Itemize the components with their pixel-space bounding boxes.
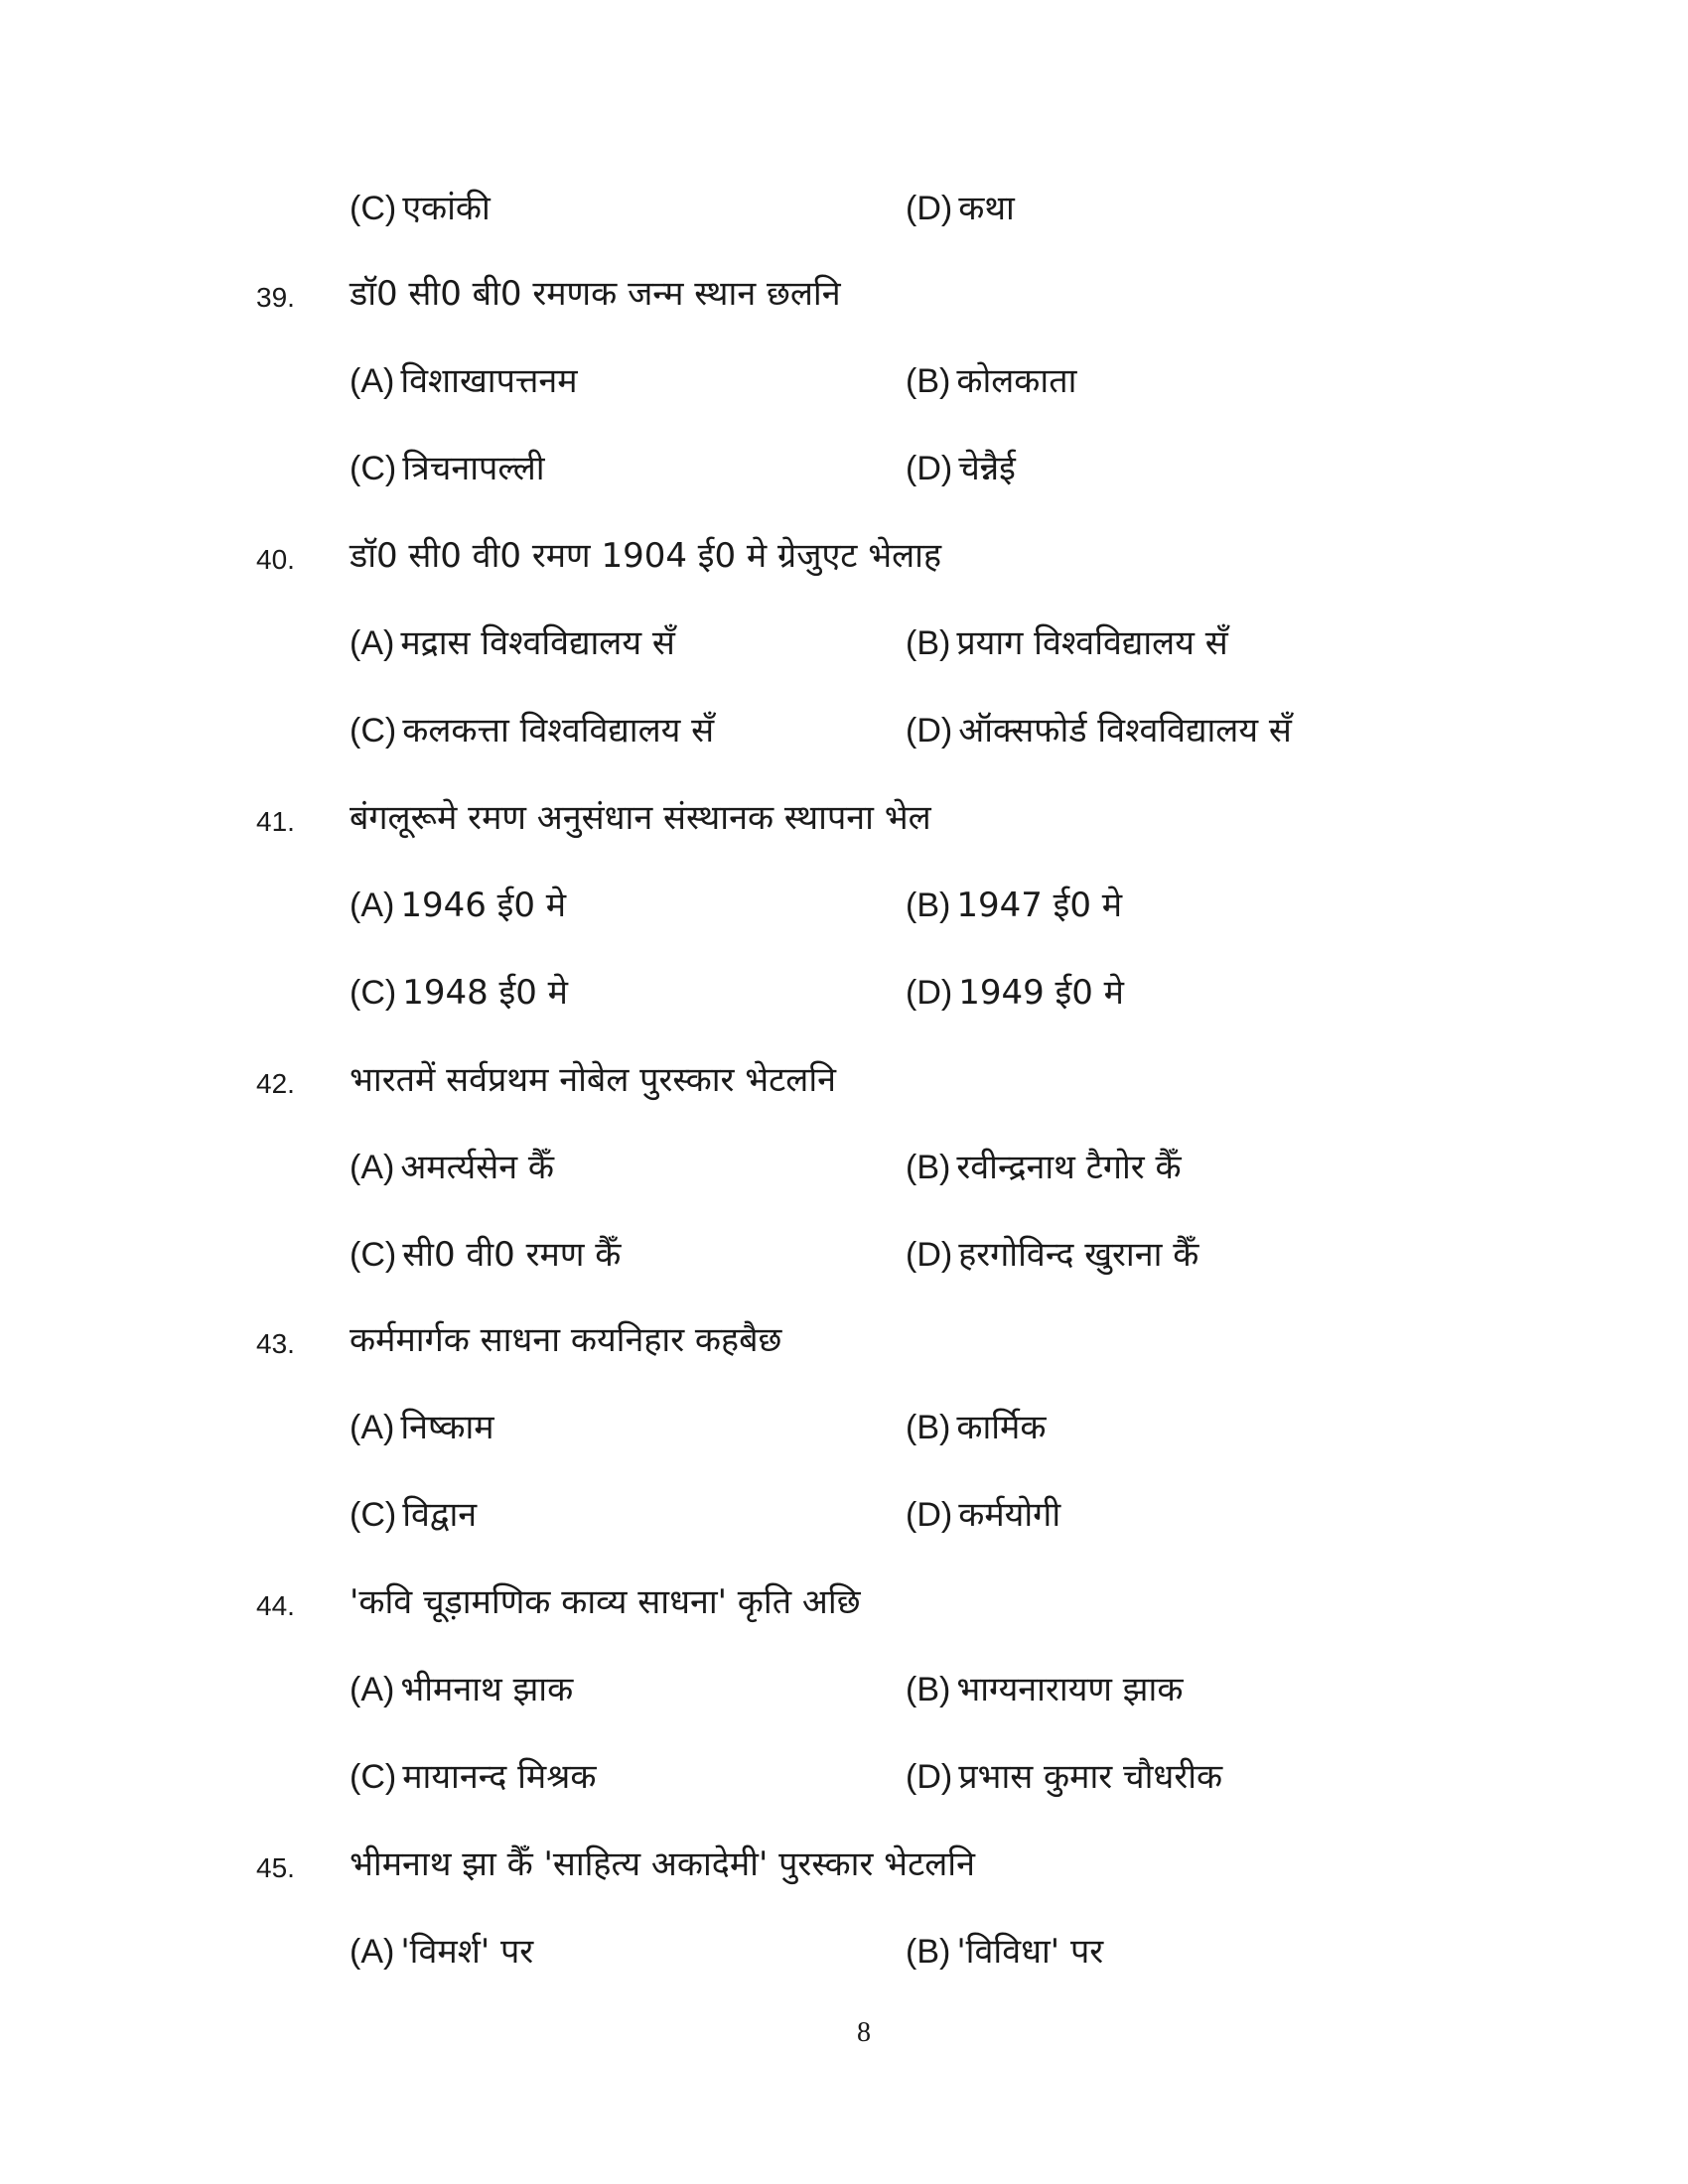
option-d <box>906 1235 1198 1275</box>
option-text: कथा <box>958 189 1015 228</box>
option-b <box>906 361 1076 401</box>
option-c <box>350 711 714 751</box>
option-letter: (D) <box>906 974 953 1012</box>
option-letter: (C) <box>350 190 397 227</box>
question-text: बंगलूरूमे रमण अनुसंधान संस्थानक स्थापना भेल <box>350 798 931 838</box>
question-text: भारतमें सर्वप्रथम नोबेल पुरस्कार भेटलनि <box>350 1060 837 1100</box>
option-letter: (B) <box>906 1149 951 1186</box>
option-d <box>906 1495 1060 1535</box>
option-c <box>350 1495 477 1535</box>
option-c <box>350 1235 621 1275</box>
option-a <box>350 1932 533 1972</box>
option-text: रवीन्द्रनाथ टैगोर कैँ <box>956 1148 1182 1187</box>
option-text: सी0 वी0 रमण कैँ <box>402 1235 622 1275</box>
option-letter: (C) <box>350 974 397 1012</box>
option-text: अमर्त्यसेन कैँ <box>400 1148 554 1187</box>
option-letter: (D) <box>906 1236 953 1274</box>
question-number: 39. <box>256 282 295 313</box>
option-text: 'विमर्श' पर <box>400 1932 534 1972</box>
option-c <box>350 973 568 1013</box>
option-a <box>350 1670 573 1709</box>
option-letter: (B) <box>906 887 951 924</box>
option-letter: (A) <box>350 1409 395 1446</box>
option-text: मायानन्द मिश्रक <box>402 1757 597 1797</box>
option-b <box>906 1932 1103 1972</box>
option-letter: (A) <box>350 1671 395 1708</box>
option-d <box>906 189 1015 228</box>
option-text: विशाखापत्तनम <box>400 361 578 401</box>
option-a <box>350 361 578 401</box>
option-letter: (B) <box>906 1671 951 1708</box>
option-a <box>350 886 566 925</box>
question-text: 'कवि चूड़ामणिक काव्य साधना' कृति अछि <box>350 1582 861 1622</box>
question-number: 41. <box>256 806 295 837</box>
question-number: 40. <box>256 544 295 575</box>
question-number: 44. <box>256 1590 295 1621</box>
option-letter: (A) <box>350 1149 395 1186</box>
option-letter: (C) <box>350 1758 397 1796</box>
option-letter: (A) <box>350 887 395 924</box>
option-c <box>350 1757 596 1797</box>
option-text: हरगोविन्द खुराना कैँ <box>958 1235 1199 1275</box>
option-text: विद्वान <box>402 1495 478 1535</box>
option-letter: (C) <box>350 450 397 487</box>
option-b <box>906 1148 1182 1187</box>
question-text: डॉ0 सी0 वी0 रमण 1904 ई0 मे ग्रेजुएट भेलाह <box>350 536 942 576</box>
option-d <box>906 973 1124 1013</box>
question-text: भीमनाथ झा कैँ 'साहित्य अकादेमी' पुरस्कार भेटलनि <box>350 1844 975 1884</box>
option-letter: (C) <box>350 1496 397 1534</box>
option-letter: (B) <box>906 1409 951 1446</box>
option-text: एकांकी <box>402 189 491 228</box>
option-letter: (D) <box>906 712 953 750</box>
option-letter: (A) <box>350 1933 395 1971</box>
option-letter: (D) <box>906 190 953 227</box>
question-number: 42. <box>256 1068 295 1099</box>
option-b <box>906 1670 1183 1709</box>
option-letter: (C) <box>350 1236 397 1274</box>
option-text: चेन्नैई <box>958 449 1016 488</box>
page-number: 8 <box>857 2017 871 2048</box>
option-text: कर्मयोगी <box>958 1495 1061 1535</box>
option-b <box>906 623 1228 663</box>
option-letter: (D) <box>906 1758 953 1796</box>
option-text: निष्काम <box>400 1408 494 1447</box>
option-b <box>906 1408 1047 1447</box>
option-text: कोलकाता <box>956 361 1077 401</box>
option-a <box>350 1408 494 1447</box>
option-text: 1947 ई0 मे <box>956 886 1123 925</box>
option-text: भीमनाथ झाक <box>400 1670 574 1709</box>
option-letter: (D) <box>906 1496 953 1534</box>
option-text: 1946 ई0 मे <box>400 886 567 925</box>
option-text: 'विविधा' पर <box>956 1932 1104 1972</box>
option-text: प्रयाग विश्वविद्यालय सँ <box>956 623 1228 663</box>
option-text: त्रिचनापल्ली <box>402 449 545 488</box>
question-text: कर्ममार्गक साधना कयनिहार कहबैछ <box>350 1320 782 1360</box>
option-d <box>906 1757 1222 1797</box>
option-letter: (A) <box>350 624 395 662</box>
option-b <box>906 886 1122 925</box>
option-a <box>350 1148 554 1187</box>
option-text: 1948 ई0 मे <box>402 973 569 1013</box>
option-c <box>350 189 491 228</box>
question-number: 43. <box>256 1328 295 1359</box>
option-text: प्रभास कुमार चौधरीक <box>958 1757 1223 1797</box>
option-letter: (B) <box>906 624 951 662</box>
option-text: ऑक्सफोर्ड विश्वविद्यालय सँ <box>958 711 1292 751</box>
option-a <box>350 623 675 663</box>
option-c <box>350 449 545 488</box>
option-text: 1949 ई0 मे <box>958 973 1125 1013</box>
option-letter: (D) <box>906 450 953 487</box>
option-letter: (C) <box>350 712 397 750</box>
option-d <box>906 711 1292 751</box>
option-letter: (B) <box>906 1933 951 1971</box>
option-letter: (B) <box>906 362 951 400</box>
option-text: मद्रास विश्वविद्यालय सँ <box>400 623 675 663</box>
option-d <box>906 449 1016 488</box>
question-number: 45. <box>256 1852 295 1883</box>
option-text: कार्मिक <box>956 1408 1047 1447</box>
option-text: कलकत्ता विश्वविद्यालय सँ <box>402 711 715 751</box>
option-letter: (A) <box>350 362 395 400</box>
question-text: डॉ0 सी0 बी0 रमणक जन्म स्थान छलनि <box>350 274 841 314</box>
option-text: भाग्यनारायण झाक <box>956 1670 1184 1709</box>
